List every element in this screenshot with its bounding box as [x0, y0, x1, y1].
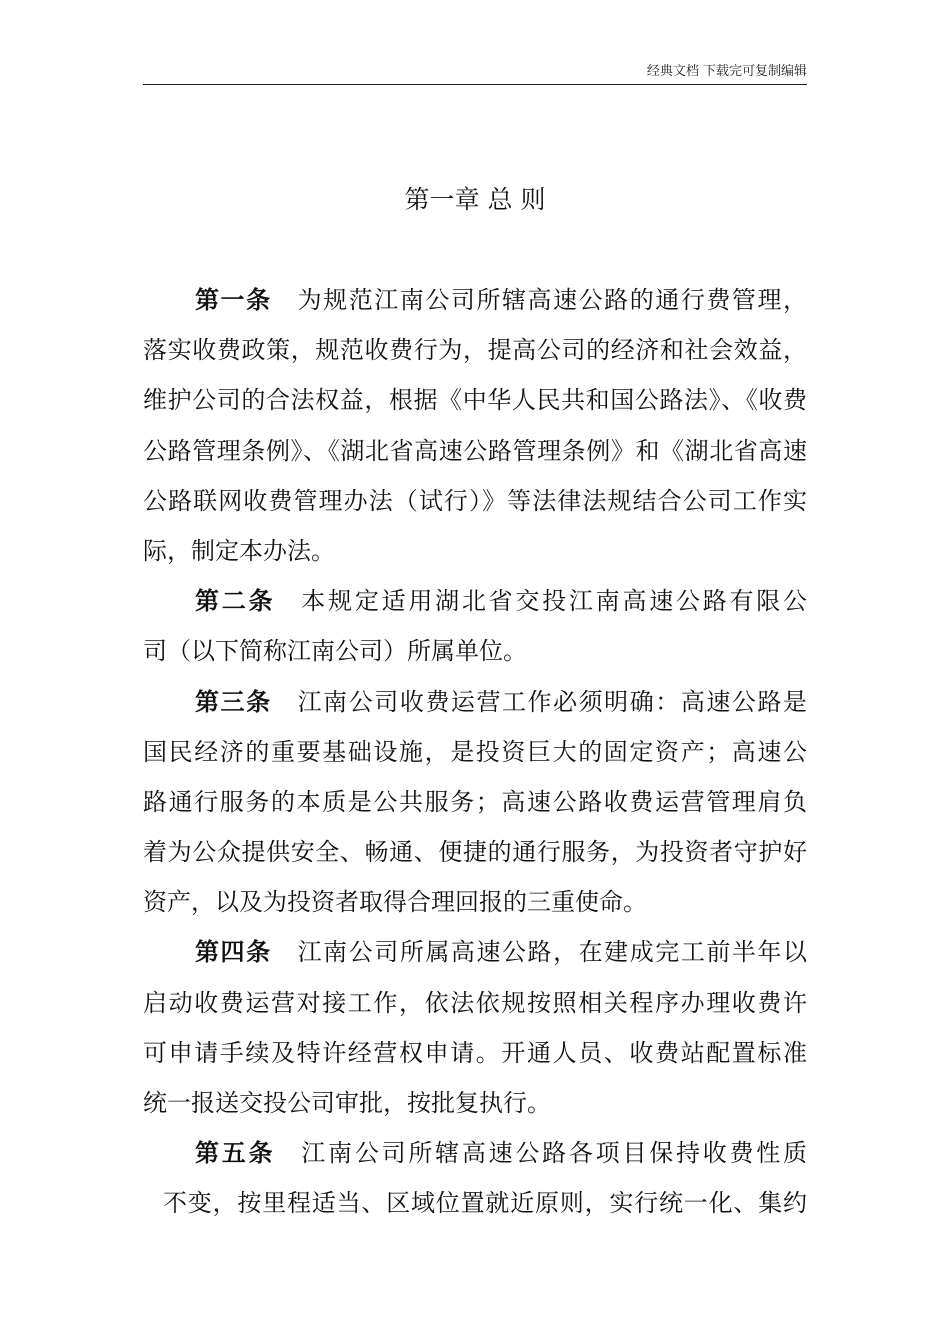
article-label: 第三条 — [195, 687, 272, 716]
paragraph-line: 公路管理条例》、《湖北省高速公路管理条例》和《湖北省高速 — [143, 436, 807, 465]
line-text: 本规定适用湖北省交投江南高速公路有限公 — [301, 587, 807, 616]
line-text: 江南公司所属高速公路，在建成完工前半年以 — [297, 938, 807, 967]
header-text: 经典文档 下载完可复制编辑 — [646, 64, 807, 79]
paragraph-line: 资产，以及为投资者取得合理回报的三重使命。 — [143, 888, 647, 917]
paragraph-line: 统一报送交投公司审批，按批复执行。 — [143, 1089, 551, 1117]
line-text: 为规范江南公司所辖高速公路的通行费管理， — [297, 286, 807, 314]
paragraph-line: 国民经济的重要基础设施，是投资巨大的固定资产；高速公 — [143, 737, 807, 766]
line-text: 江南公司所辖高速公路各项目保持收费性质 — [301, 1139, 807, 1168]
article-5 — [143, 1128, 807, 1228]
paragraph-line — [143, 275, 807, 325]
paragraph-line — [143, 1128, 807, 1178]
paragraph-line: 可申请手续及特许经营权申请。开通人员、收费站配置标准 — [143, 1038, 807, 1067]
article-1 — [143, 275, 807, 576]
paragraph-line: 司（以下简称江南公司）所属单位。 — [143, 637, 527, 666]
paragraph-line: 着为公众提供安全、畅通、便捷的通行服务，为投资者守护好 — [143, 838, 807, 867]
paragraph-line: 维护公司的合法权益，根据《中华人民共和国公路法》、《收费 — [143, 386, 807, 415]
article-4 — [143, 927, 807, 1128]
paragraph-line: 落实收费政策，规范收费行为，提高公司的经济和社会效益， — [143, 336, 807, 365]
paragraph-line — [143, 576, 807, 626]
paragraph-line: 际，制定本办法。 — [143, 536, 335, 565]
article-label: 第一条 — [195, 286, 272, 314]
article-3 — [143, 677, 807, 928]
line-text: 江南公司收费运营工作必须明确：高速公路是 — [297, 687, 807, 716]
chapter-title: 第一章 总 则 — [404, 185, 546, 214]
article-label: 第五条 — [195, 1139, 276, 1168]
article-2 — [143, 576, 807, 676]
paragraph-line — [143, 927, 807, 977]
article-label: 第四条 — [195, 938, 272, 967]
article-label: 第二条 — [195, 587, 276, 616]
paragraph-line: 启动收费运营对接工作，依法依规按照相关程序办理收费许 — [143, 988, 807, 1017]
paragraph-line: 不变，按里程适当、区域位置就近原则，实行统一化、集约 — [163, 1189, 807, 1218]
paragraph-line — [143, 677, 807, 727]
document-body — [143, 275, 807, 1229]
paragraph-line: 公路联网收费管理办法（试行）》等法律法规结合公司工作实 — [143, 486, 807, 515]
page-header — [143, 62, 807, 85]
paragraph-line: 路通行服务的本质是公共服务；高速公路收费运营管理肩负 — [143, 787, 807, 816]
